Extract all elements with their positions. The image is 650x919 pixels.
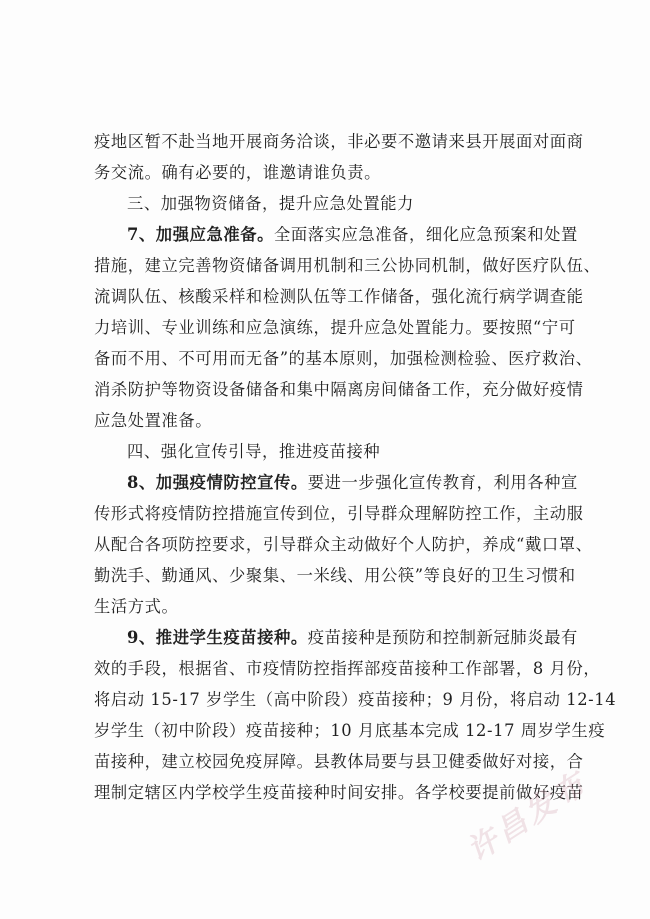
item-7-first-line	[94, 219, 584, 250]
paragraph-line: 疫地区暂不赴当地开展商务洽谈，非必要不邀请来县开展面对面商	[94, 132, 584, 151]
paragraph-line: 将启动 15-17 岁学生（高中阶段）疫苗接种；9 月份，将启动 12-14	[94, 690, 617, 709]
paragraph-line: 岁学生（初中阶段）疫苗接种；10 月底基本完成 12-17 周岁学生疫	[94, 721, 606, 740]
paragraph-line: 力培训、专业训练和应急演练，提升应急处置能力。要按照“宁可	[94, 318, 576, 337]
paragraph-line: 务交流。确有必要的，谁邀请谁负责。	[94, 163, 381, 182]
paragraph-line: 消杀防护等物资设备储备和集中隔离房间储备工作，充分做好疫情	[94, 380, 584, 399]
paragraph-line: 苗接种，建立校园免疫屏障。县教体局要与县卫健委做好对接，合	[94, 752, 584, 771]
item-9-first-line	[94, 622, 584, 653]
item-8-text: 要进一步强化宣传教育，利用各种宣	[307, 473, 578, 492]
paragraph-line: 生活方式。	[94, 597, 179, 616]
paragraph-line: 措施，建立完善物资储备调用机制和三公协同机制，做好医疗队伍、	[94, 256, 601, 275]
section-heading-4: 四、强化宣传引导，推进疫苗接种	[127, 442, 381, 461]
paragraph-line: 传形式将疫情防控措施宣传到位，引导群众理解防控工作，主动服	[94, 504, 584, 523]
item-7-text: 全面落实应急准备，细化应急预案和处置	[273, 225, 578, 244]
paragraph-line: 从配合各项防控要求，引导群众主动做好个人防护，养成“戴口罩、	[94, 535, 593, 554]
document-body	[94, 126, 617, 808]
paragraph-line: 理制定辖区内学校学生疫苗接种时间安排。各学校要提前做好疫苗	[94, 783, 584, 802]
watermark: 许昌发布	[461, 765, 595, 869]
paragraph-line: 应急处置准备。	[94, 411, 213, 430]
item-7-title: 7、加强应急准备。	[127, 225, 274, 244]
item-8-title: 8、加强疫情防控宣传。	[127, 473, 308, 492]
paragraph-line: 勤洗手、勤通风、少聚集、一米线、用公筷”等良好的卫生习惯和	[94, 566, 576, 585]
paragraph-line: 效的手段，根据省、市疫情防控指挥部疫苗接种工作部署，8 月份，	[94, 659, 601, 678]
item-8-first-line	[94, 467, 584, 498]
item-9-title: 9、推进学生疫苗接种。	[127, 628, 308, 647]
paragraph-line: 备而不用、不可用而无备”的基本原则，加强检测检验、医疗救治、	[94, 349, 593, 368]
item-9-text: 疫苗接种是预防和控制新冠肺炎最有	[307, 628, 578, 647]
section-heading-3: 三、加强物资储备，提升应急处置能力	[127, 194, 414, 213]
paragraph-line: 流调队伍、核酸采样和检测队伍等工作储备，强化流行病学调查能	[94, 287, 584, 306]
